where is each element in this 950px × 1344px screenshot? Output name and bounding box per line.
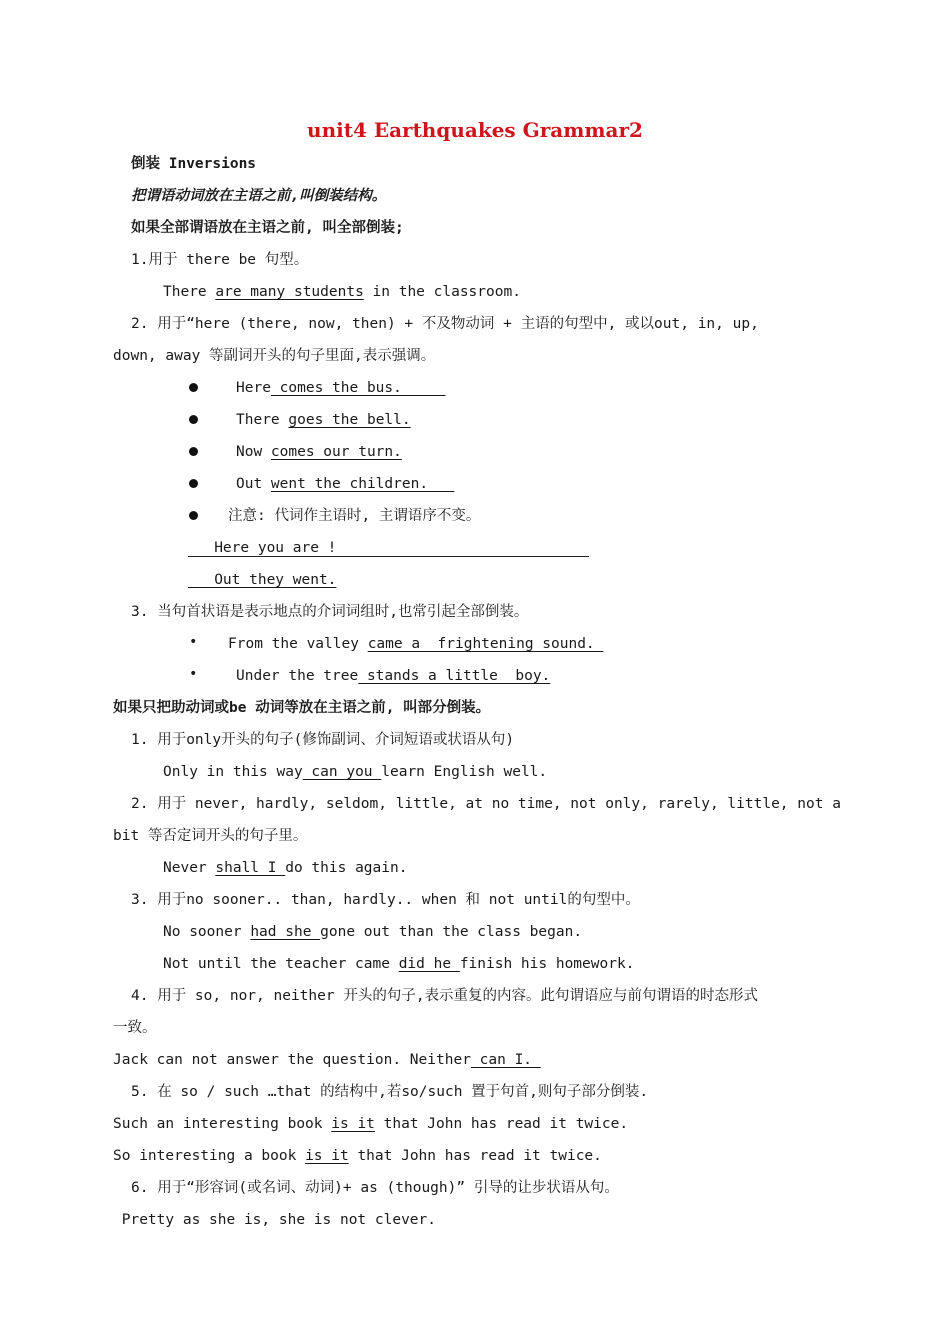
rule-2-note: 注意: 代词作主语时, 主谓语序不变。	[228, 508, 481, 524]
partial-rule-2-example: Never shall I do this again.	[163, 860, 408, 876]
rule-2-example-1: Here comes the bus.	[236, 380, 446, 396]
section-heading: 倒装 Inversions	[131, 156, 257, 172]
partial-rule-1-example: Only in this way can you learn English well.	[163, 764, 548, 780]
note-example-2: Out they went.	[188, 572, 337, 588]
rule-1-example: There are many students in the classroom.	[163, 284, 521, 300]
partial-rule-6-example: Pretty as she is, she is not clever.	[113, 1212, 437, 1228]
partial-rule-3-example-2: Not until the teacher came did he finish his homework.	[163, 956, 635, 972]
rule-3-example-2: Under the tree stands a little boy.	[236, 668, 551, 684]
note-example-1: Here you are !	[188, 538, 589, 557]
partial-rule-4-line-1: 4. 用于 so, nor, neither 开头的句子,表示重复的内容。此句谓语应与前句谓语的时态形式	[131, 988, 759, 1004]
partial-rule-5-example-2: So interesting a book is it that John has read it twice.	[113, 1148, 602, 1164]
rule-3-example-1: From the valley came a frightening sound.	[228, 636, 604, 652]
full-inversion-heading: 如果全部谓语放在主语之前, 叫全部倒装;	[131, 220, 404, 236]
rule-2-line-1: 2. 用于“here (there, now, then) + 不及物动词 + 主语的句型中, 或以out, in, up,	[131, 316, 759, 332]
rule-2-example-4: Out went the children.	[236, 476, 455, 492]
definition-line: 把谓语动词放在主语之前,叫倒装结构。	[131, 188, 387, 204]
rule-2-example-2: There goes the bell.	[236, 412, 411, 428]
partial-rule-4-example: Jack can not answer the question. Neither can I.	[113, 1052, 541, 1068]
bullet-icon	[189, 479, 198, 488]
rule-1-label: 1.用于 there be 句型。	[131, 252, 309, 268]
partial-rule-2-line-1: 2. 用于 never, hardly, seldom, little, at no time, not only, rarely, little, not a	[131, 796, 841, 812]
bullet-icon	[189, 383, 198, 392]
small-bullet-icon: •	[189, 634, 198, 650]
partial-rule-3-label: 3. 用于no sooner.. than, hardly.. when 和 not until的句型中。	[131, 892, 640, 908]
partial-rule-5-example-1: Such an interesting book is it that John has read it twice.	[113, 1116, 629, 1132]
bullet-icon	[189, 415, 198, 424]
bullet-icon	[189, 447, 198, 456]
partial-rule-5-label: 5. 在 so / such …that 的结构中,若so/such 置于句首,则句子部分倒装.	[131, 1084, 649, 1100]
bullet-icon	[189, 511, 198, 520]
rule-2-line-2: down, away 等副词开头的句子里面,表示强调。	[113, 348, 436, 364]
small-bullet-icon: •	[189, 666, 198, 682]
partial-rule-1-label: 1. 用于only开头的句子(修饰副词、介词短语或状语从句)	[131, 732, 515, 748]
partial-inversion-heading: 如果只把助动词或be 动词等放在主语之前, 叫部分倒装。	[113, 700, 491, 716]
partial-rule-6-label: 6. 用于“形容词(或名词、动词)+ as (though)” 引导的让步状语从句。	[131, 1180, 619, 1196]
rule-2-example-3: Now comes our turn.	[236, 444, 402, 460]
partial-rule-4-line-2: 一致。	[113, 1020, 157, 1036]
partial-rule-3-example-1: No sooner had she gone out than the class began.	[163, 924, 583, 940]
rule-3-label: 3. 当句首状语是表示地点的介词词组时,也常引起全部倒装。	[131, 604, 529, 620]
page-title: unit4 Earthquakes Grammar2	[307, 118, 643, 142]
partial-rule-2-line-2: bit 等否定词开头的句子里。	[113, 828, 308, 844]
